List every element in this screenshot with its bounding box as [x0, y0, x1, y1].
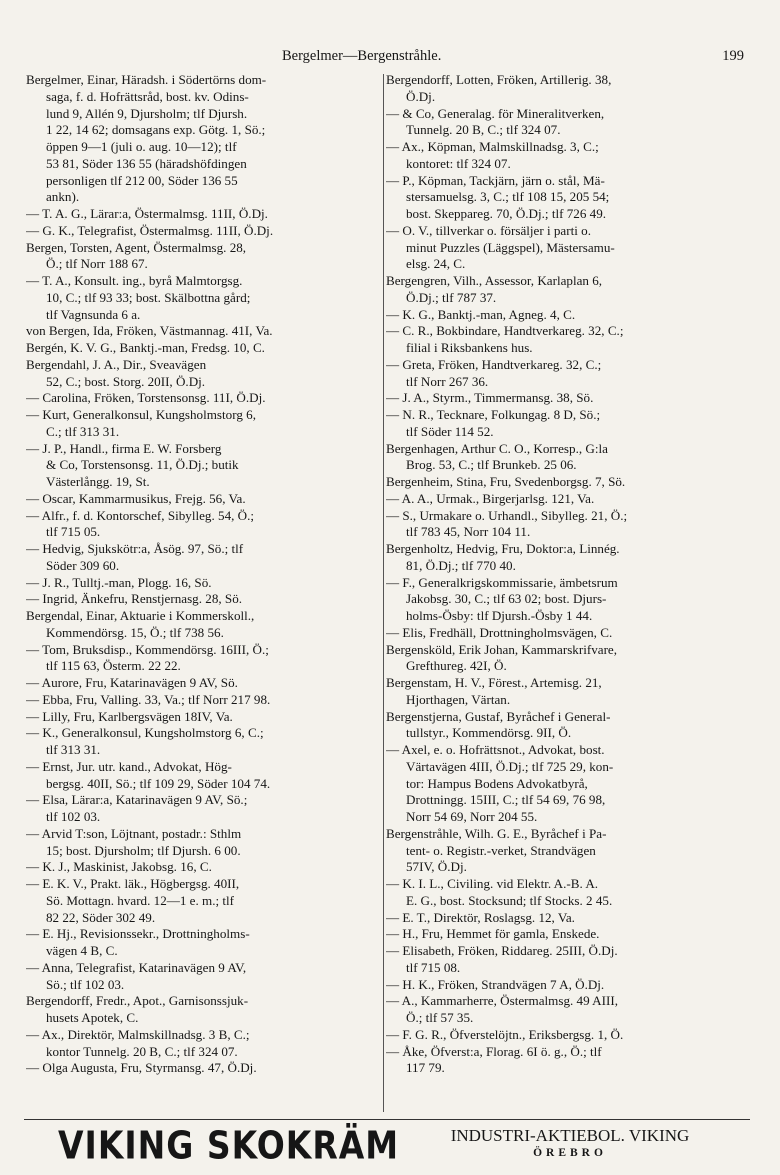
directory-line: — A. A., Urmak., Birgerjarlsg. 121, Va.	[386, 490, 595, 506]
directory-line: tlf 783 45, Norr 104 11.	[406, 524, 531, 540]
directory-line: Bergenstjerna, Gustaf, Byråchef i General-	[386, 708, 611, 724]
directory-line: tlf 715 05.	[46, 524, 101, 540]
directory-line: 15; bost. Djursholm; tlf Djursh. 6 00.	[46, 842, 241, 858]
running-head: Bergelmer—Bergenstråhle.	[282, 48, 442, 64]
directory-line: Bergendahl, J. A., Dir., Sveavägen	[26, 356, 207, 372]
directory-line: Ö.Dj.; tlf 787 37.	[406, 289, 497, 305]
directory-line: — Ebba, Fru, Valling. 33, Va.; tlf Norr 217 98.	[26, 691, 271, 707]
directory-line: Norr 54 69, Norr 204 55.	[406, 809, 538, 824]
directory-line: — & Co, Generalag. för Mineralitverken,	[386, 105, 605, 121]
directory-line: Bergendal, Einar, Aktuarie i Kommerskoll.,	[26, 608, 255, 623]
directory-line: — Oscar, Kammarmusikus, Frejg. 56, Va.	[26, 490, 246, 506]
directory-line: Brog. 53, C.; tlf Brunkeb. 25 06.	[406, 457, 577, 473]
directory-line: 117 79.	[406, 1060, 445, 1076]
directory-line: Kommendörsg. 15, Ö.; tlf 738 56.	[46, 624, 224, 640]
left-column	[26, 72, 383, 1077]
page-number: 199	[722, 48, 744, 64]
directory-line: — Elsa, Lärar:a, Katarinavägen 9 AV, Sö.;	[26, 792, 248, 808]
directory-line: — H., Fru, Hemmet för gamla, Enskede.	[386, 926, 600, 942]
directory-line: Tunnelg. 20 B, C.; tlf 324 07.	[406, 122, 561, 138]
directory-line: — Arvid T:son, Löjtnant, postadr.: Sthlm	[26, 825, 242, 841]
directory-line: Bergendorff, Fredr., Apot., Garnisonssjuk-	[26, 993, 249, 1009]
directory-line: bost. Skeppareg. 70, Ö.Dj.; tlf 726 49.	[406, 206, 607, 221]
directory-line: 1 22, 14 62; domsagans exp. Götg. 1, Sö.;	[46, 122, 266, 138]
directory-line: tlf Norr 267 36.	[406, 373, 489, 389]
directory-line: — K. J., Maskinist, Jakobsg. 16, C.	[26, 859, 212, 875]
directory-line: tullstyr., Kommendörsg. 9II, Ö.	[406, 725, 572, 741]
directory-line: öppen 9—1 (juli o. aug. 10—12); tlf	[46, 139, 237, 154]
directory-line: filial i Riksbankens hus.	[406, 340, 533, 355]
directory-line: — Elis, Fredhäll, Drottningholmsvägen, C.	[386, 624, 613, 640]
directory-line: tor: Hampus Bodens Advokatbyrå,	[406, 775, 588, 791]
directory-line: — Alfr., f. d. Kontorschef, Sibylleg. 54, Ö.;	[26, 507, 255, 523]
directory-line: elsg. 24, C.	[406, 256, 466, 272]
directory-line: Ö.; tlf Norr 188 67.	[46, 256, 148, 272]
directory-line: Bergenheim, Stina, Fru, Svedenborgsg. 7, Sö.	[386, 474, 626, 489]
directory-line: — G. K., Telegrafist, Östermalmsg. 11II, Ö.Dj.	[26, 222, 274, 238]
directory-line: — E. Hj., Revisionssekr., Drottningholms-	[26, 926, 250, 942]
directory-line: — Ax., Direktör, Malmskillnadsg. 3 B, C.;	[26, 1026, 250, 1042]
directory-line: saga, f. d. Hofrättsråd, bost. kv. Odins-	[46, 88, 249, 104]
directory-line: Sö.; tlf 102 03.	[46, 976, 125, 992]
directory-line: — O. V., tillverkar o. försäljer i parti o.	[386, 222, 591, 238]
directory-line: husets Apotek, C.	[46, 1010, 139, 1025]
directory-line: 57IV, Ö.Dj.	[406, 859, 467, 875]
directory-line: Bergelmer, Einar, Häradsh. i Södertörns dom-	[26, 72, 267, 87]
directory-line: — J. R., Tulltj.-man, Plogg. 16, Sö.	[26, 574, 212, 590]
directory-line: — Carolina, Fröken, Torstensonsg. 11I, Ö.Dj.	[26, 390, 266, 406]
directory-line: — A., Kammarherre, Östermalmsg. 49 AIII,	[386, 993, 618, 1009]
directory-line: — Åke, Öfverst:a, Florag. 6I ö. g., Ö.; tlf	[386, 1043, 602, 1059]
directory-line: vägen 4 B, C.	[46, 943, 118, 958]
directory-line: Bergendorff, Lotten, Fröken, Artillerig. 38,	[386, 72, 612, 87]
directory-line: — K., Generalkonsul, Kungsholmstorg 6, C.;	[26, 725, 264, 741]
directory-line: — K. I. L., Civiling. vid Elektr. A.-B. A.	[386, 876, 599, 891]
directory-line: Bergenholtz, Hedvig, Fru, Doktor:a, Linnég.	[386, 541, 620, 556]
directory-line: Ö.Dj.	[406, 88, 436, 104]
directory-line: personligen tlf 212 00, Söder 136 55	[46, 172, 238, 188]
directory-line: C.; tlf 313 31.	[46, 423, 120, 439]
directory-line: — P., Köpman, Tackjärn, järn o. stål, Mä-	[386, 172, 605, 188]
directory-line: — Ingrid, Änkefru, Renstjernasg. 28, Sö.	[26, 591, 243, 607]
directory-line: — J. P., Handl., firma E. W. Forsberg	[26, 440, 222, 456]
directory-line: 81, Ö.Dj.; tlf 770 40.	[406, 557, 516, 573]
directory-line: — Olga Augusta, Fru, Styrmansg. 47, Ö.Dj.	[26, 1060, 257, 1076]
directory-line: — Ax., Köpman, Malmskillnadsg. 3, C.;	[386, 139, 599, 154]
directory-line: tent- o. Registr.-verket, Strandvägen	[406, 842, 596, 858]
directory-line: tlf 313 31.	[46, 742, 101, 757]
directory-line: von Bergen, Ida, Fröken, Västmannag. 41I, Va.	[26, 323, 273, 339]
directory-line: — Greta, Fröken, Handtverkareg. 32, C.;	[386, 356, 602, 372]
directory-line: Bergen, Torsten, Agent, Östermalmsg. 28,	[26, 239, 247, 255]
directory-line: 10, C.; tlf 93 33; bost. Skälbottna gård;	[46, 289, 251, 305]
directory-line: kontoret: tlf 324 07.	[406, 155, 511, 171]
directory-line: & Co, Torstensonsg. 11, Ö.Dj.; butik	[46, 457, 239, 473]
directory-line: Bergengren, Vilh., Assessor, Karlaplan 6,	[386, 273, 603, 288]
directory-line: Drottningg. 15III, C.; tlf 54 69, 76 98,	[406, 792, 606, 808]
directory-line: — Ernst, Jur. utr. kand., Advokat, Hög-	[26, 758, 232, 774]
directory-line: — J. A., Styrm., Timmermansg. 38, Sö.	[386, 390, 594, 406]
directory-line: — Anna, Telegrafist, Katarinavägen 9 AV,	[26, 959, 247, 975]
advertisement-city: ÖREBRO	[533, 1147, 607, 1159]
directory-line: stersamuelsg. 3, C.; tlf 108 15, 205 54;	[406, 189, 610, 205]
directory-line: tlf 715 08.	[406, 959, 461, 975]
directory-line: Söder 309 60.	[46, 557, 120, 573]
directory-line: — Axel, e. o. Hofrättsnot., Advokat, bost.	[386, 742, 605, 757]
right-column	[386, 72, 758, 1077]
directory-line: lund 9, Allén 9, Djursholm; tlf Djursh.	[46, 105, 248, 121]
directory-line: tlf 115 63, Österm. 22 22.	[46, 658, 181, 674]
directory-line: — F. G. R., Öfverstelöjtn., Eriksbergsg. 1, Ö.	[386, 1026, 624, 1042]
directory-line: tlf 102 03.	[46, 809, 101, 824]
footer-divider	[24, 1119, 750, 1120]
directory-line: Bergenhagen, Arthur C. O., Korresp., G:la	[386, 440, 608, 456]
directory-line: kontor Tunnelg. 20 B, C.; tlf 324 07.	[46, 1043, 238, 1059]
directory-line: — T. A., Konsult. ing., byrå Malmtorgsg.	[26, 273, 243, 288]
directory-line: minut Puzzles (Läggspel), Mästersamu-	[406, 239, 615, 255]
directory-line: — Tom, Bruksdisp., Kommendörsg. 16III, Ö.;	[26, 641, 269, 657]
directory-line: Bergensköld, Erik Johan, Kammarskrifvare,	[386, 641, 618, 657]
directory-line: — E. T., Direktör, Roslagsg. 12, Va.	[386, 909, 575, 925]
directory-line: — E. K. V., Prakt. läk., Högbergsg. 40II,	[26, 876, 240, 891]
directory-line: 82 22, Söder 302 49.	[46, 909, 156, 925]
directory-line: Jakobsg. 30, C.; tlf 63 02; bost. Djurs-	[406, 591, 607, 607]
directory-line: — F., Generalkrigskommissarie, ämbetsrum	[386, 574, 618, 590]
directory-line: Sö. Mottagn. hvard. 12—1 e. m.; tlf	[46, 892, 235, 908]
advertisement-brand: VIKING SKOKRÄM	[58, 1123, 400, 1168]
directory-line: Bergenstam, H. V., Förest., Artemisg. 21,	[386, 675, 602, 690]
directory-line: bergsg. 40II, Sö.; tlf 109 29, Söder 104 74.	[46, 775, 271, 791]
directory-line: Ö.; tlf 57 35.	[406, 1010, 474, 1025]
directory-line: — Hedvig, Sjukskötr:a, Åsög. 97, Sö.; tlf	[26, 541, 244, 556]
directory-line: Bergenstråhle, Wilh. G. E., Byråchef i Pa-	[386, 825, 607, 841]
directory-line: 52, C.; bost. Storg. 20II, Ö.Dj.	[46, 373, 206, 389]
directory-line: — Elisabeth, Fröken, Riddareg. 25III, Ö.Dj.	[386, 943, 618, 958]
page-header	[26, 48, 744, 68]
directory-line: — N. R., Tecknare, Folkungag. 8 D, Sö.;	[386, 407, 601, 422]
directory-line: Hjorthagen, Värtan.	[406, 691, 511, 707]
directory-line: ankn).	[46, 189, 80, 205]
directory-line: E. G., bost. Stocksund; tlf Stocks. 2 45.	[406, 892, 613, 908]
directory-line: — H. K., Fröken, Strandvägen 7 A, Ö.Dj.	[386, 976, 605, 992]
directory-line: Värtavägen 4III, Ö.Dj.; tlf 725 29, kon-	[406, 758, 614, 774]
directory-line: — S., Urmakare o. Urhandl., Sibylleg. 21, Ö.;	[386, 507, 628, 523]
directory-line: tlf Vagnsunda 6 a.	[46, 306, 141, 322]
directory-line: — Aurore, Fru, Katarinavägen 9 AV, Sö.	[26, 675, 238, 690]
advertisement-company	[400, 1126, 740, 1160]
directory-line: Västerlångg. 19, St.	[46, 474, 150, 489]
directory-line: — K. G., Banktj.-man, Agneg. 4, C.	[386, 306, 576, 322]
directory-line: — C. R., Bokbindare, Handtverkareg. 32, C.;	[386, 323, 624, 339]
directory-line: — Kurt, Generalkonsul, Kungsholmstorg 6,	[26, 407, 256, 422]
directory-line: Bergén, K. V. G., Banktj.-man, Fredsg. 10, C.	[26, 340, 265, 355]
directory-line: Grefthureg. 42I, Ö.	[406, 658, 507, 674]
directory-line: — Lilly, Fru, Karlbergsvägen 18IV, Va.	[26, 708, 233, 724]
directory-line: 53 81, Söder 136 55 (häradshöfdingen	[46, 155, 247, 171]
directory-line: tlf Söder 114 52.	[406, 423, 494, 439]
advertisement-company-name: INDUSTRI-AKTIEBOL. VIKING	[450, 1126, 690, 1145]
directory-line: holms-Ösby: tlf Djursh.-Ösby 1 44.	[406, 608, 593, 623]
directory-line: — T. A. G., Lärar:a, Östermalmsg. 11II, Ö.Dj.	[26, 206, 268, 221]
column-divider	[383, 74, 384, 1112]
